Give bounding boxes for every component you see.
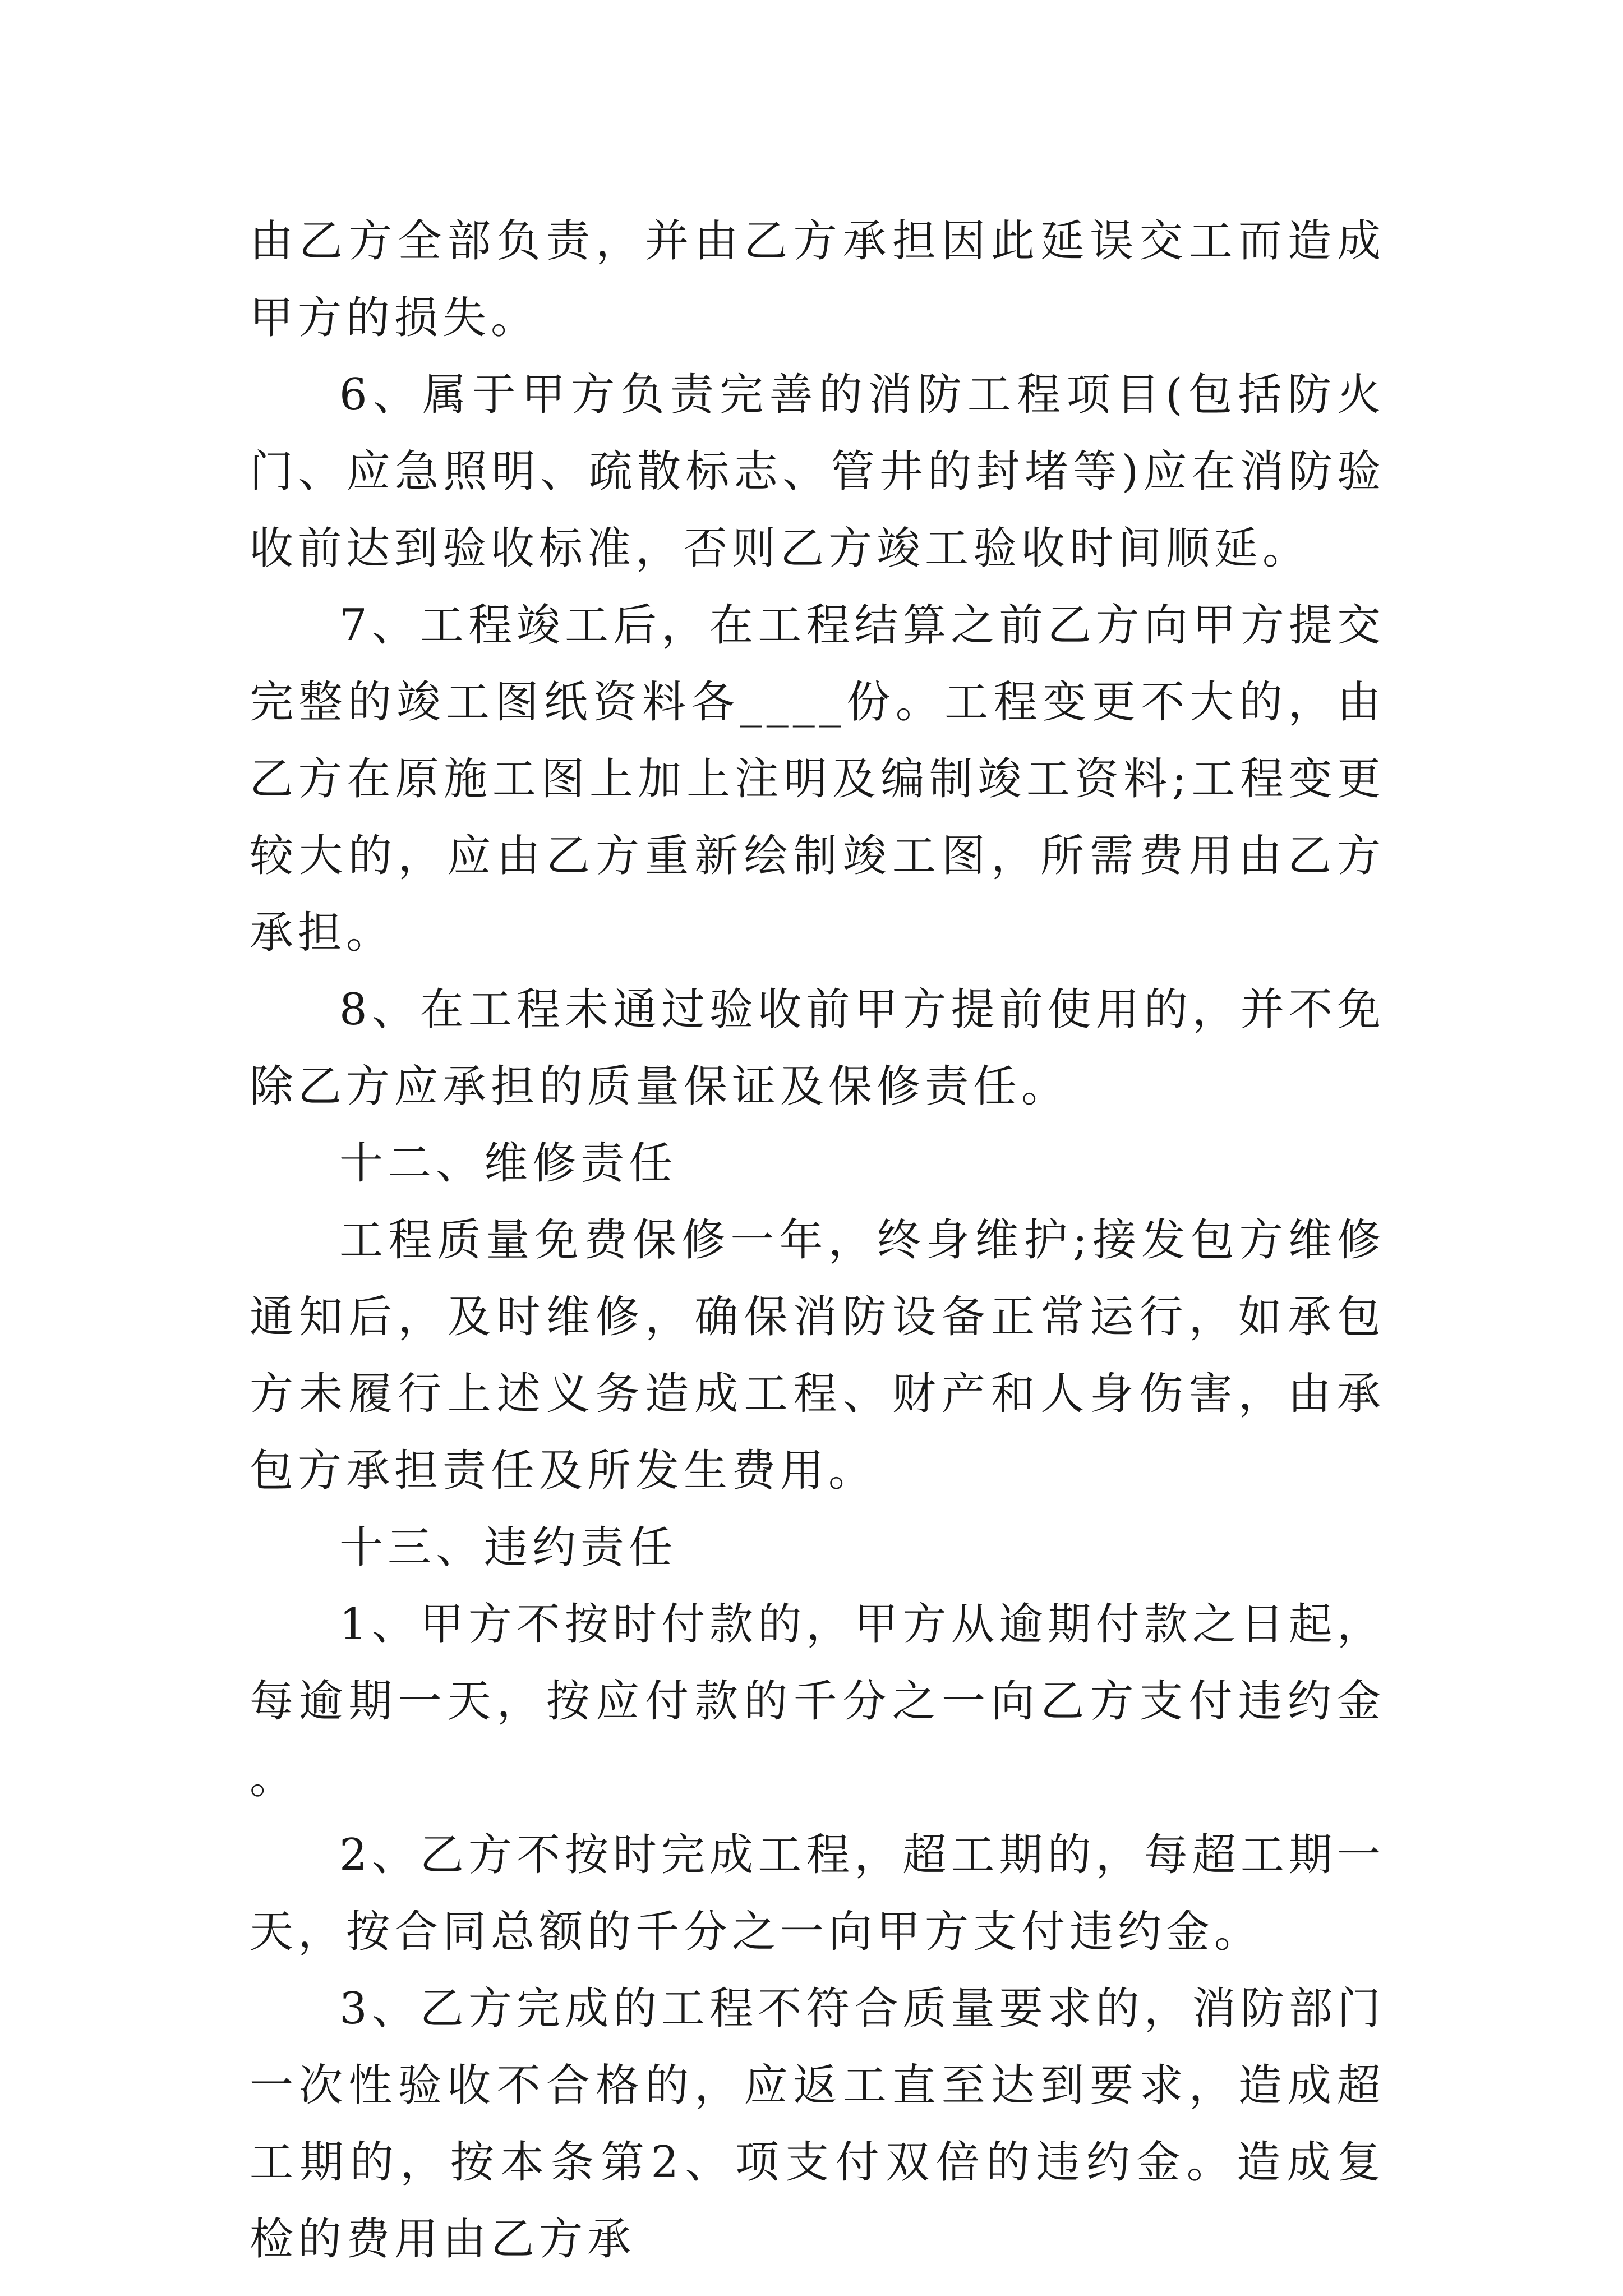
paragraph-liability-3: 3、乙方完成的工程不符合质量要求的，消防部门一次性验收不合格的，应返工直至达到要求，造成超工期的，按本条第2、项支付双倍的违约金。造成复检的费用由乙方承 xyxy=(250,1984,1385,2265)
paragraph-maintenance: 工程质量免费保修一年，终身维护;接发包方维修通知后，及时维修，确保消防设备正常运行，如承包方未履行上述义务造成工程、财产和人身伤害，由承包方承担责任及所发生费用。 xyxy=(250,1215,1385,1496)
section-heading-maintenance: 十二、维修责任 xyxy=(339,1138,677,1189)
paragraph-liability-1: 1、甲方不按时付款的，甲方从逾期付款之日起，每逾期一天，按应付款的千分之一向乙方支付违约金。 xyxy=(250,1599,1385,1803)
document-body xyxy=(250,203,1385,2278)
paragraph-continuation: 由乙方全部负责，并由乙方承担因此延误交工而造成甲方的损失。 xyxy=(250,216,1385,343)
section-heading-liability: 十三、违约责任 xyxy=(339,1522,677,1573)
paragraph-liability-2: 2、乙方不按时完成工程，超工期的，每超工期一天，按合同总额的千分之一向甲方支付违约金。 xyxy=(250,1830,1385,1957)
paragraph-item-7: 7、工程竣工后，在工程结算之前乙方向甲方提交完整的竣工图纸资料各____份。工程变更不大的，由乙方在原施工图上加上注明及编制竣工资料;工程变更较大的，应由乙方重新绘制竣工图，所需费用由乙方承担。 xyxy=(250,600,1385,958)
paragraph-item-6: 6、属于甲方负责完善的消防工程项目(包括防火门、应急照明、疏散标志、管井的封堵等)应在消防验收前达到验收标准，否则乙方竣工验收时间顺延。 xyxy=(250,370,1385,574)
paragraph-item-8: 8、在工程未通过验收前甲方提前使用的，并不免除乙方应承担的质量保证及保修责任。 xyxy=(250,984,1385,1112)
